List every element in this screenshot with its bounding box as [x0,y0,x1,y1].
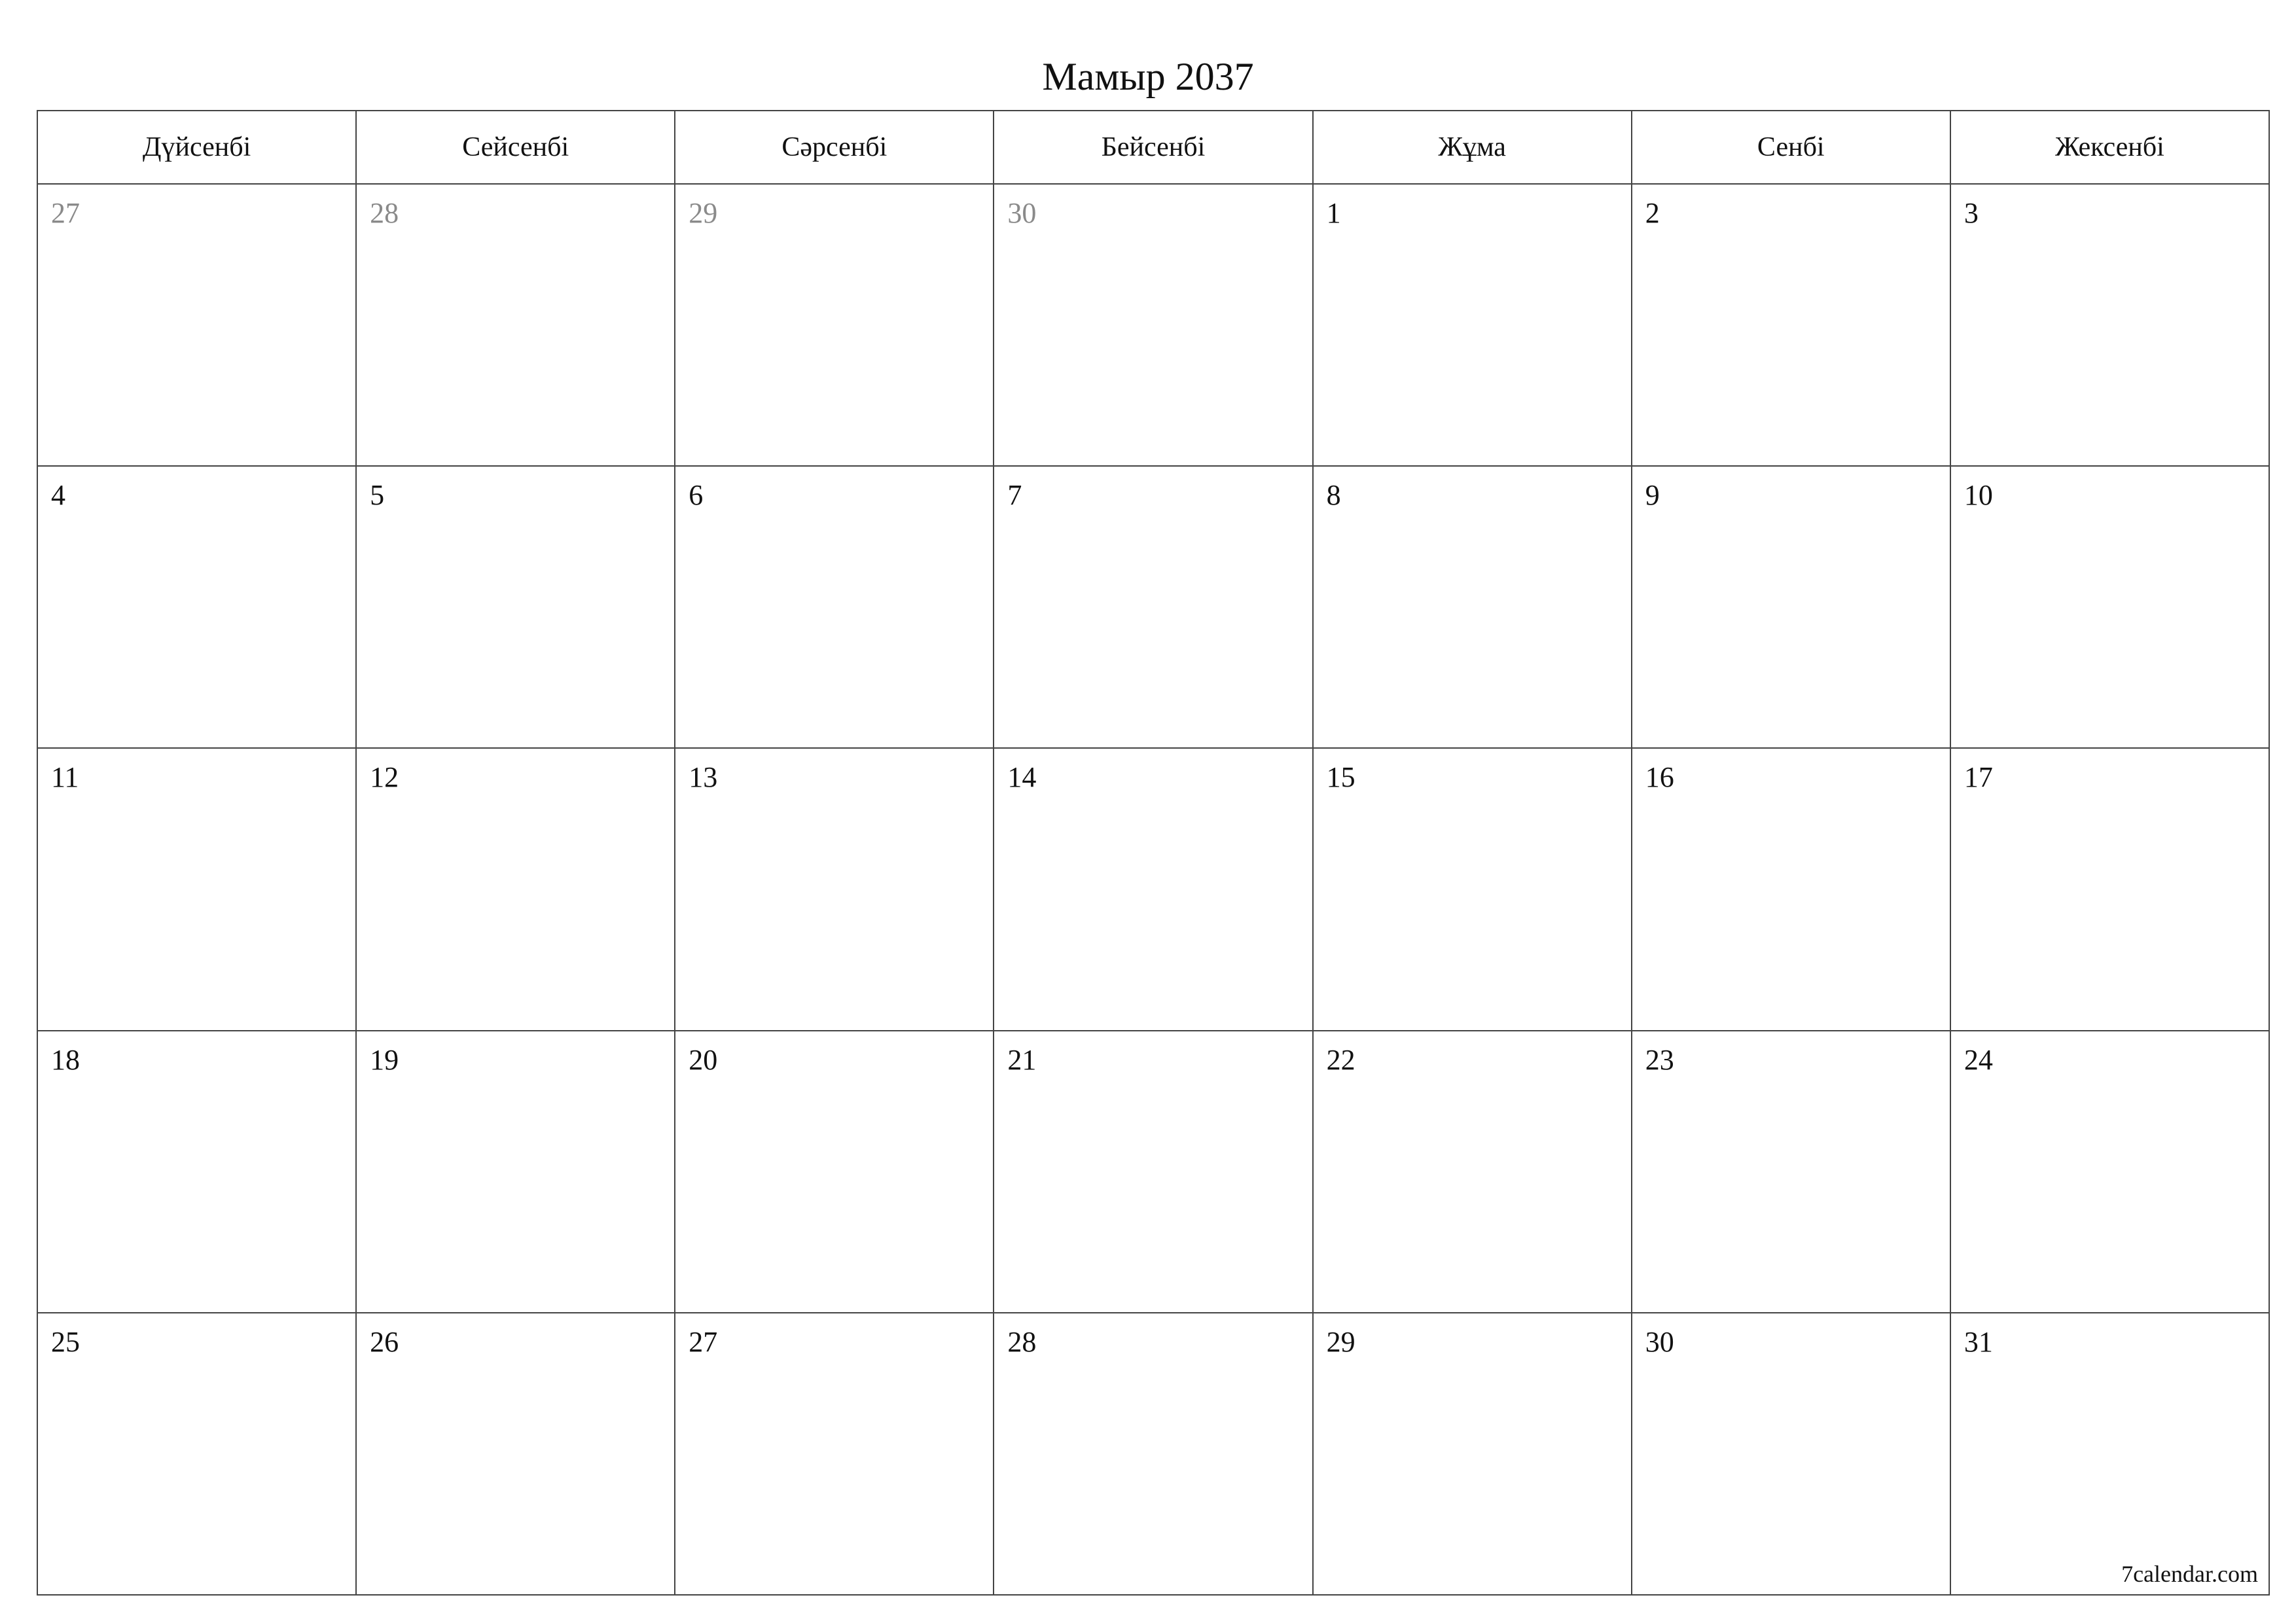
calendar-title: Мамыр 2037 [1042,55,1254,98]
day-number: 19 [370,1043,399,1076]
day-number: 6 [689,479,704,512]
day-number: 25 [51,1325,80,1358]
day-cell [675,749,994,1031]
day-cell [1632,1313,1951,1596]
day-cell [675,467,994,749]
day-cell [994,1313,1313,1596]
day-number: 1 [1326,197,1341,229]
day-cell [1632,467,1951,749]
day-number: 4 [51,479,65,512]
day-cell [38,467,357,749]
weekday-header-sunday: Жексенбі [1951,111,2270,185]
day-number: 13 [689,761,718,794]
day-cell [357,1313,675,1596]
day-number: 28 [1007,1325,1037,1358]
day-cell [357,467,675,749]
day-number: 24 [1964,1043,1993,1076]
day-number: 30 [1007,197,1037,229]
day-number: 7 [1007,479,1022,512]
day-cell [38,185,357,467]
day-cell [1314,1031,1632,1313]
day-number: 23 [1645,1043,1674,1076]
day-cell [994,749,1313,1031]
day-cell [1314,185,1632,467]
day-cell [1951,1031,2270,1313]
day-number: 9 [1645,479,1660,512]
day-number: 17 [1964,761,1993,794]
day-cell [675,1031,994,1313]
day-cell [357,185,675,467]
day-cell [357,1031,675,1313]
day-number: 21 [1007,1043,1037,1076]
day-number: 22 [1326,1043,1355,1076]
day-cell [38,1313,357,1596]
day-number: 2 [1645,197,1660,229]
day-number: 5 [370,479,385,512]
day-number: 28 [370,197,399,229]
day-number: 27 [689,1325,718,1358]
day-number: 11 [51,761,79,794]
day-cell [994,467,1313,749]
day-cell [38,749,357,1031]
day-cell [357,749,675,1031]
day-number: 16 [1645,761,1674,794]
day-cell [675,185,994,467]
day-cell [1951,467,2270,749]
day-cell [1632,749,1951,1031]
day-cell [1951,1313,2270,1596]
weekday-header-tuesday: Сейсенбі [357,111,675,185]
weekday-header-friday: Жұма [1314,111,1632,185]
weekday-header-wednesday: Сәрсенбі [675,111,994,185]
day-cell [1314,749,1632,1031]
day-cell [1951,749,2270,1031]
day-cell [1951,185,2270,467]
day-cell [994,185,1313,467]
day-number: 29 [1326,1325,1355,1358]
day-number: 8 [1326,479,1341,512]
day-number: 26 [370,1325,399,1358]
weekday-header-saturday: Сенбі [1632,111,1951,185]
day-number: 31 [1964,1325,1993,1358]
brand-watermark: 7calendar.com [2121,1561,2258,1587]
day-number: 20 [689,1043,718,1076]
day-cell [1632,1031,1951,1313]
day-cell [1314,467,1632,749]
day-number: 10 [1964,479,1993,512]
weekday-header-thursday: Бейсенбі [994,111,1313,185]
day-number: 29 [689,197,718,229]
day-number: 3 [1964,197,1979,229]
day-number: 30 [1645,1325,1674,1358]
day-cell [1314,1313,1632,1596]
day-cell [1632,185,1951,467]
day-number: 12 [370,761,399,794]
day-cell [38,1031,357,1313]
day-number: 27 [51,197,80,229]
day-number: 14 [1007,761,1037,794]
day-cell [994,1031,1313,1313]
day-number: 18 [51,1043,80,1076]
day-number: 15 [1326,761,1355,794]
calendar-grid [37,110,2270,1596]
weekday-header-monday: Дүйсенбі [38,111,357,185]
day-cell [675,1313,994,1596]
